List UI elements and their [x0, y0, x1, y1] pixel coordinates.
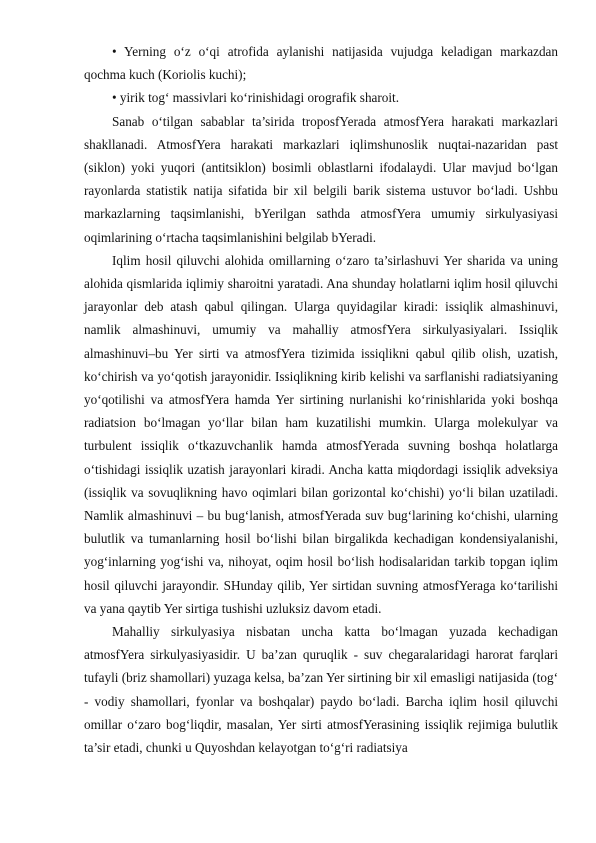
- bullet-coriolis-force: • Yerning o‘z o‘qi atrofida aylanishi natijasida vujudga keladigan markazdan qochma kuch (Koriolis kuchi);: [84, 44, 558, 83]
- bullet-orographic-conditions: • yirik tog‘ massivlari ko‘rinishidagi orografik sharoit.: [112, 90, 399, 106]
- paragraph-climate-processes: Iqlim hosil qiluvchi alohida omillarning o‘zaro ta’sirlashuvi Yer sharida va uning alohida qismlarida iqlimiy sharoitni yaratadi. Ana shunday holatlarni iqlim hosil qiluvchi jarayonlar deb atash qabul qilingan. Ularga quyidagilar kiradi: issiqlik almashinuvi, namlik almashinuvi, umumiy va mahalliy atmosfYera sirkulyasiyalari. Issiqlik almashinuvi–bu Yer sirti va atmosfYera tizimida issiqlikni qabul qilib olish, uzatish, ko‘chirish va yo‘qotish jarayonidir. Issiqlikning kirib kelishi va sarflanishi radiatsiyaning yo‘qotilishi va atmosfYera hamda Yer sirtining nurlanishi ko‘rinishlarida yoki boshqa radiatsion bo‘lmagan yo‘llar bilan ham kuzatilishi mumkin. Ularga molekulyar va turbulent issiqlik o‘tkazuvchanlik hamda atmosfYerada suvning boshqa holatlarga o‘tishidagi issiqlik uzatish jarayonlari kiradi. Ancha katta miqdordagi issiqlik adveksiya (issiqlik va sovuqlikning havo oqimlari bilan gorizontal ko‘chishi) yo‘li bilan uzatiladi. Namlik almashinuvi – bu bug‘lanish, atmosfYerada suv bug‘larining ko‘chishi, ularning bulutlik va tumanlarning hosil bo‘lishi bilan birgalikda kechadigan kondensiyalanishi, yog‘inlarning yog‘ishi va, nihoyat, oqim hosil bo‘lish hodisalaridan tarkib topgan iqlim hosil qiluvchi jarayondir. SHunday qilib, Yer sirtidan suvning atmosfYeraga ko‘tarilishi va yana qaytib Yer sirtiga tushishi uzluksiz davom etadi.: [84, 252, 558, 616]
- paragraph-local-circulation: Mahalliy sirkulyasiya nisbatan uncha katta bo‘lmagan yuzada kechadigan atmosfYera sirkulyasiyasidir. U ba’zan quruqlik - suv chegaralaridagi harorat farqlari tufayli (briz shamollari) yuzaga kelsa, ba’zan Yer sirtining bir xil emasligi natijasida (tog‘ - vodiy shamollari, fyonlar va boshqalar) paydo bo‘ladi. Barcha iqlim hosil qiluvchi omillar o‘zaro bog‘liqdir, masalan, Yer sirti atmosfYerasining issiqlik rejimiga bulutlik ta’sir etadi, chunki u Quyoshdan kelayotgan to‘g‘ri radiatsiya: [84, 624, 558, 756]
- paragraph-atmospheric-centers: Sanab o‘tilgan sabablar ta’sirida troposfYerada atmosfYera harakati markazlari shakllanadi. AtmosfYera harakati markazlari iqlimshunoslik nuqtai-nazaridan past (siklon) yoki yuqori (antitsiklon) bosimli oblastlarni ifodalaydi. Ular mavjud bo‘lgan rayonlarda statistik natija sifatida bir xil belgili barik sistema ustuvor bo‘ladi. Ushbu markazlarning taqsimlanishi, bYerilgan sathda atmosfYera umumiy sirkulyasiyasi oqimlarining o‘rtacha taqsimlanishini belgilab bYeradi.: [84, 113, 558, 245]
- document-page: [84, 40, 558, 759]
